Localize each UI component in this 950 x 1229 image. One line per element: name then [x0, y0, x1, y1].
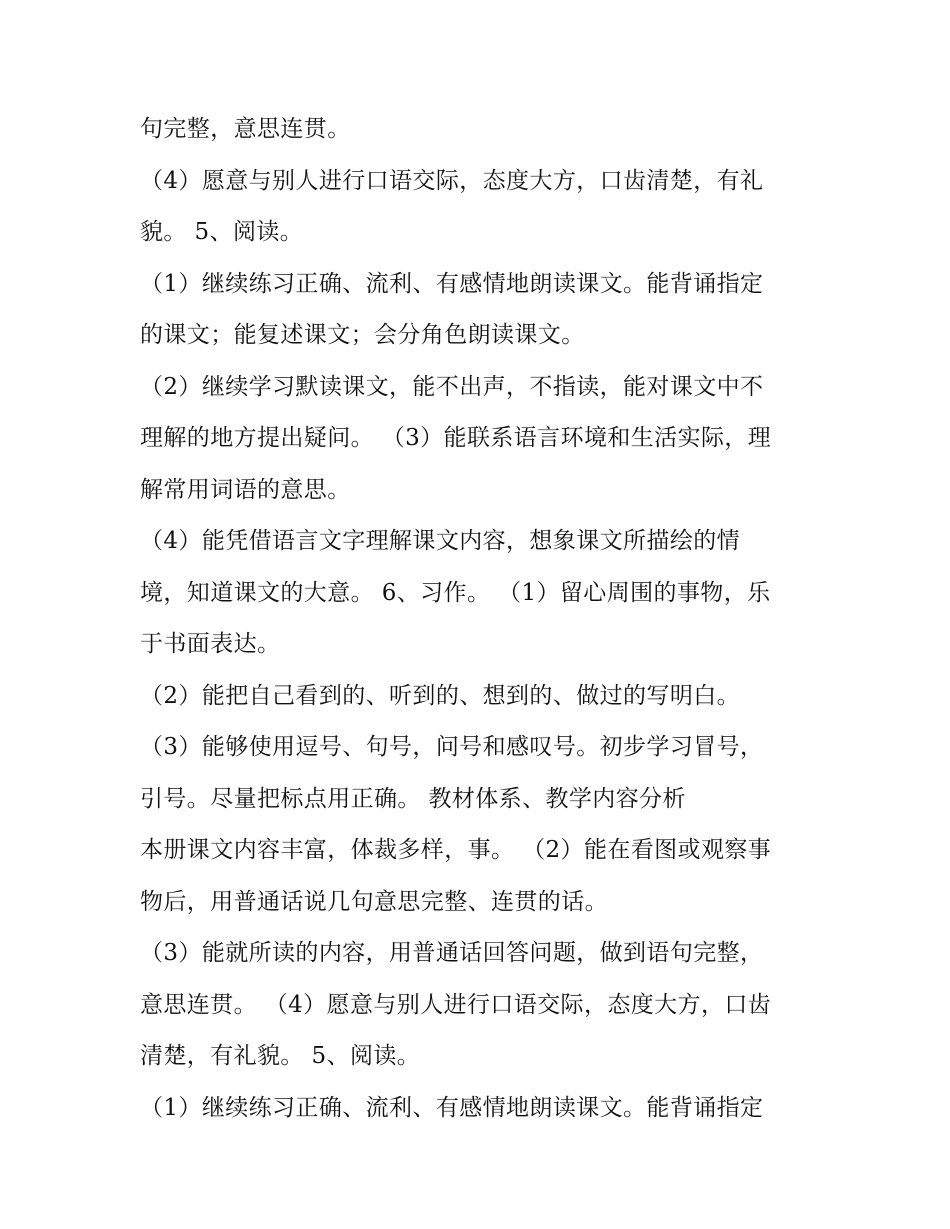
- text-line: 句完整，意思连贯。: [140, 116, 351, 142]
- text-line: 理解的地方提出疑问。 （3）能联系语言环境和生活实际，理: [140, 425, 772, 451]
- text-line: （4）能凭借语言文字理解课文内容，想象课文所描绘的情: [140, 528, 741, 554]
- text-line: 本册课文内容丰富，体裁多样，事。 （2）能在看图或观察事: [140, 837, 772, 863]
- text-line: 的课文；能复述课文；会分角色朗读课文。: [140, 322, 585, 348]
- document-body: [140, 104, 820, 1134]
- text-line: 貌。 5、阅读。: [140, 219, 304, 245]
- text-line: （2）能把自己看到的、听到的、想到的、做过的写明白。: [140, 682, 741, 709]
- text-line: （2）继续学习默读课文，能不出声，不指读，能对课文中不: [140, 373, 764, 400]
- text-line: （1）继续练习正确、流利、有感情地朗读课文。能背诵指定: [140, 270, 764, 297]
- text-line: （3）能就所读的内容，用普通话回答问题，做到语句完整，: [140, 940, 764, 966]
- text-line: 解常用词语的意思。: [140, 476, 351, 503]
- text-line: （1）继续练习正确、流利、有感情地朗读课文。能背诵指定: [140, 1094, 764, 1121]
- text-line: 引号。尽量把标点用正确。 教材体系、教学内容分析: [140, 785, 686, 812]
- text-line: 清楚，有礼貌。 5、阅读。: [140, 1043, 421, 1069]
- text-line: （4）愿意与别人进行口语交际，态度大方，口齿清楚，有礼: [140, 167, 764, 194]
- text-line: （3）能够使用逗号、句号，问号和感叹号。初步学习冒号，: [140, 734, 764, 760]
- text-line: 于书面表达。: [140, 631, 281, 657]
- text-line: 境，知道课文的大意。 6、习作。 （1）留心周围的事物，乐: [140, 579, 771, 606]
- text-line: 物后，用普通话说几句意思完整、连贯的话。: [140, 888, 608, 915]
- text-line: 意思连贯。 （4）愿意与别人进行口语交际，态度大方，口齿: [140, 991, 772, 1018]
